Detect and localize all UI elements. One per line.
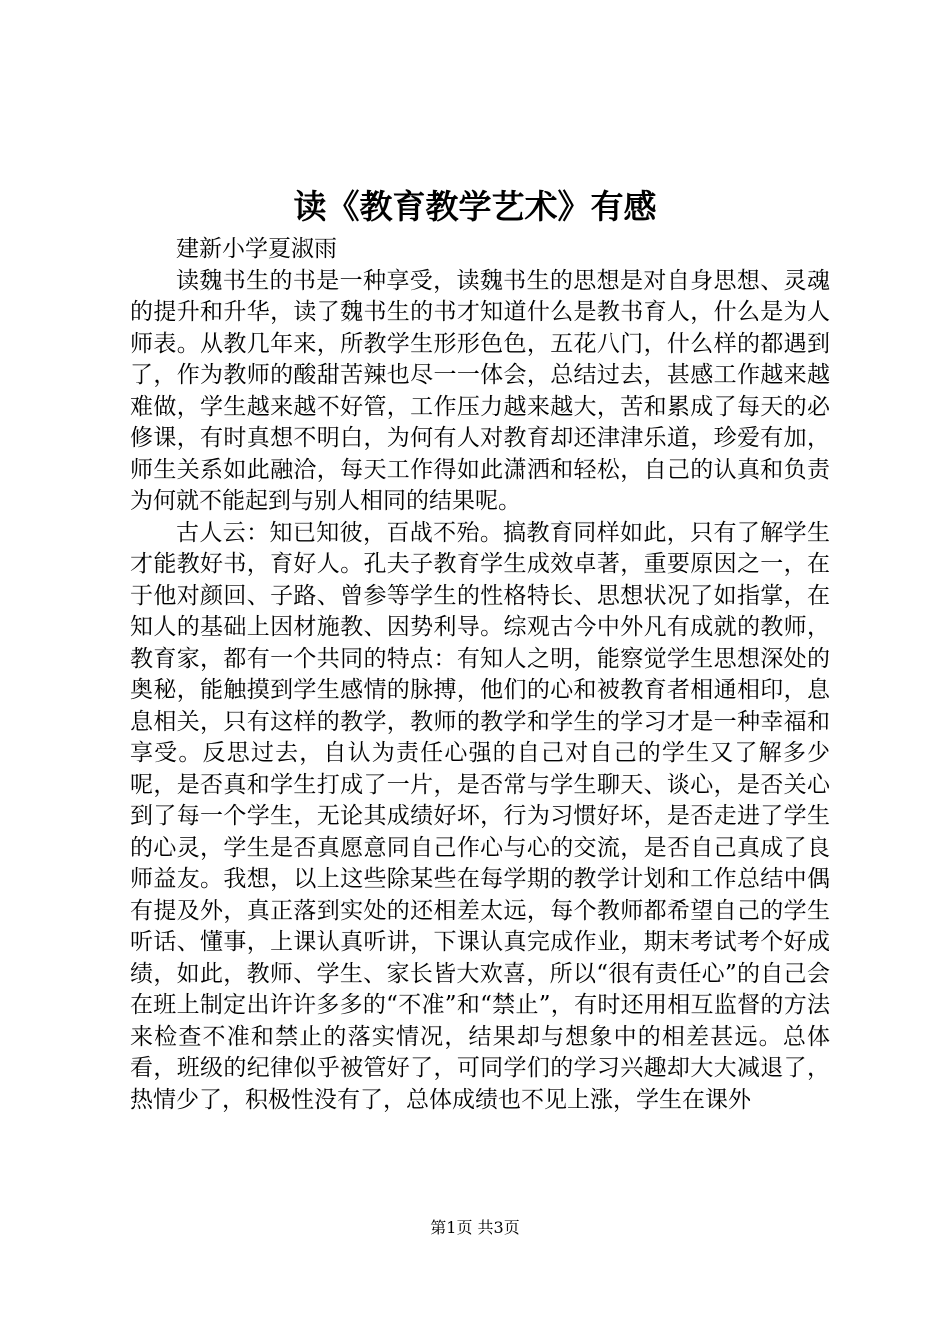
paragraph-2: 古人云：知已知彼，百战不殆。搞教育同样如此，只有了解学生才能教好书，育好人。孔夫子教育学生成效卓著，重要原因之一，在于他对颜回、子路、曾参等学生的性格特长、思想状况了如指掌，在知人的基础上因材施教、因势利导。综观古今中外凡有成就的教师，教育家，都有一个共同的特点：有知人之明，能察觉学生思想深处的奥秘，能触摸到学生感情的脉搏，他们的心和被教育者相通相印，息息相关，只有这样的教学，教师的教学和学生的学习才是一种幸福和享受。反思过去，自认为责任心强的自己对自己的学生又了解多少呢，是否真和学生打成了一片，是否常与学生聊天、谈心，是否关心到了每一个学生，无论其成绩好坏，行为习惯好坏，是否走进了学生的心灵，学生是否真愿意同自己作心与心的交流，是否自己真成了良师益友。我想，以上这些除某些在每学期的教学计划和工作总结中偶有提及外，真正落到实处的还相差太远，每个教师都希望自己的学生听话、懂事，上课认真听讲，下课认真完成作业，期末考试考个好成绩，如此，教师、学生、家长皆大欢喜，所以“很有责任心”的自己会在班上制定出许许多多的“不准”和“禁止”，有时还用相互监督的方法来检查不准和禁止的落实情况，结果却与想象中的相差甚远。总体看，班级的纪律似乎被管好了，可同学们的学习兴趣却大大减退了，热情少了，积极性没有了，总体成绩也不见上涨，学生在课外 <box>130 519 830 1113</box>
page-number-footer: 第1页 共3页 <box>430 1218 520 1237</box>
document-title: 读《教育教学艺术》有感 <box>293 187 657 226</box>
author-line: 建新小学夏淑雨 <box>176 236 337 262</box>
paragraph-1: 读魏书生的书是一种享受，读魏书生的思想是对自身思想、灵魂的提升和升华，读了魏书生的书才知道什么是教书育人，什么是为人师表。从教几年来，所教学生形形色色，五花八门，什么样的都遇到了，作为教师的酸甜苦辣也尽一一体会，总结过去，甚感工作越来越难做，学生越来越不好管，工作压力越来越大，苦和累成了每天的必修课，有时真想不明白，为何有人对教育却还津津乐道，珍爱有加，师生关系如此融洽，每天工作得如此潇洒和轻松，自己的认真和负责为何就不能起到与别人相同的结果呢。 <box>130 267 830 514</box>
document-body <box>130 234 830 1116</box>
